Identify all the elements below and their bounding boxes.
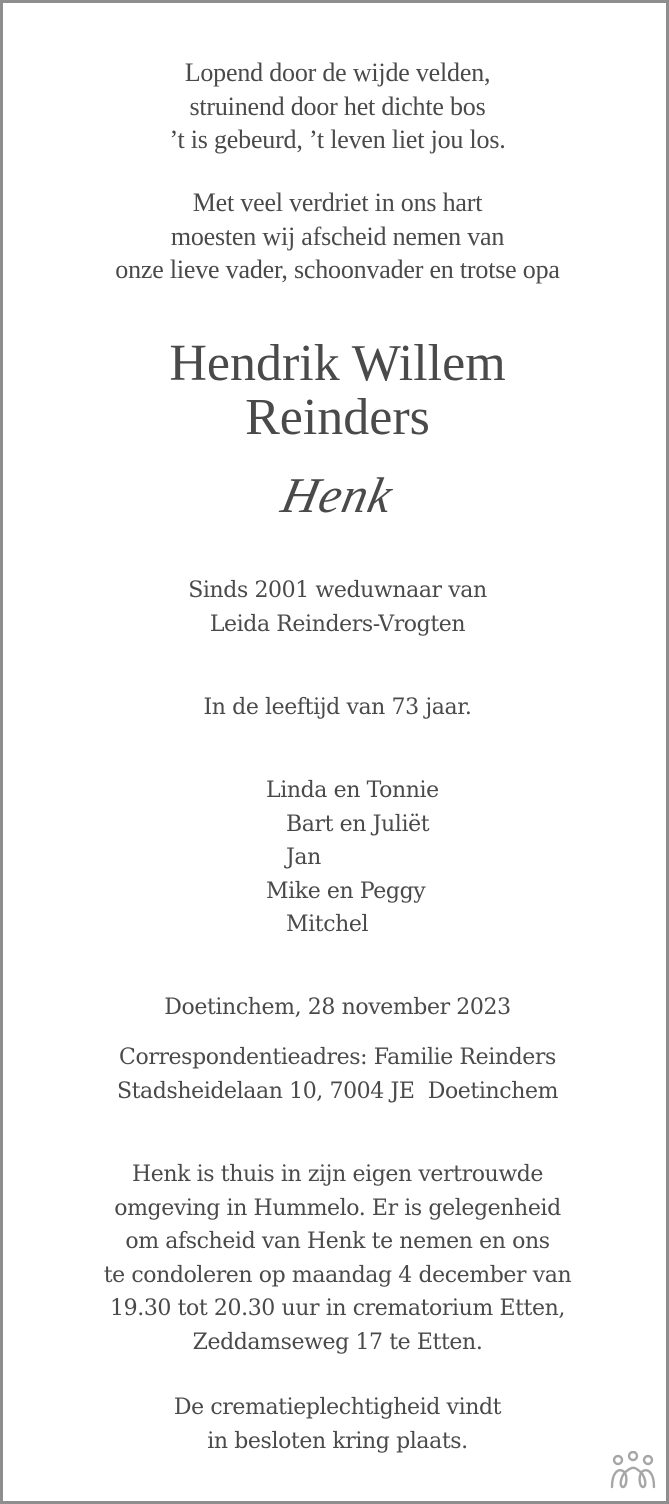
visitation-line: Zeddamseweg 17 te Etten.	[192, 1329, 483, 1355]
ceremony-line: De crematieplechtigheid vindt	[173, 1395, 502, 1420]
address-line: Correspondentieadres: Familie Reinders	[119, 1045, 556, 1070]
visitation-line: te condoleren op maandag 4 december van	[103, 1262, 572, 1288]
deceased-name	[3, 337, 669, 445]
name-line-1: Hendrik Willem	[169, 335, 506, 392]
family-member: Jan	[286, 845, 321, 870]
poem	[3, 56, 669, 157]
widower-line: Leida Reinders-Vrogten	[209, 611, 466, 637]
family-member: Linda en Tonnie	[266, 778, 439, 803]
ceremony-line: in besloten kring plaats.	[207, 1428, 468, 1454]
visitation-line: om afscheid van Henk te nemen en ons	[125, 1229, 550, 1254]
poem-line: struinend door het dichte bos	[189, 91, 486, 121]
intro-line: moesten wij afscheid nemen van	[170, 221, 505, 251]
address-line: Stadsheidelaan 10, 7004 JE Doetinchem	[116, 1078, 559, 1104]
family-list	[3, 774, 669, 942]
widower-line: Sinds 2001 weduwnaar van	[188, 578, 487, 603]
family-member: Mitchel	[286, 912, 369, 937]
correspondence-address	[3, 1041, 669, 1108]
poem-line: Lopend door de wijde velden,	[184, 58, 491, 87]
visitation-line: omgeving in Hummelo. Er is gelegenheid	[114, 1195, 561, 1221]
visitation-line: Henk is thuis in zijn eigen vertrouwde	[131, 1162, 544, 1187]
intro-text	[3, 186, 669, 287]
poem-line: ’t is gebeurd, ’t leven liet jou los.	[169, 125, 506, 154]
intro-line: Met veel verdriet in ons hart	[192, 188, 483, 217]
visitation-line: 19.30 tot 20.30 uur in crematorium Etten,	[110, 1296, 565, 1321]
family-member: Mike en Peggy	[266, 878, 426, 904]
place-date: Doetinchem, 28 november 2023	[164, 995, 511, 1020]
family-member: Bart en Juliët	[286, 811, 430, 837]
ceremony-text	[3, 1391, 669, 1458]
nickname: Henk	[276, 467, 399, 523]
intro-line: onze lieve vader, schoonvader en trotse opa	[115, 255, 560, 284]
widower-text	[3, 574, 669, 641]
visitation-text	[3, 1158, 669, 1359]
name-line-2: Reinders	[245, 389, 430, 446]
age-text: In de leeftijd van 73 jaar.	[203, 695, 472, 720]
people-group-icon	[610, 1451, 656, 1491]
